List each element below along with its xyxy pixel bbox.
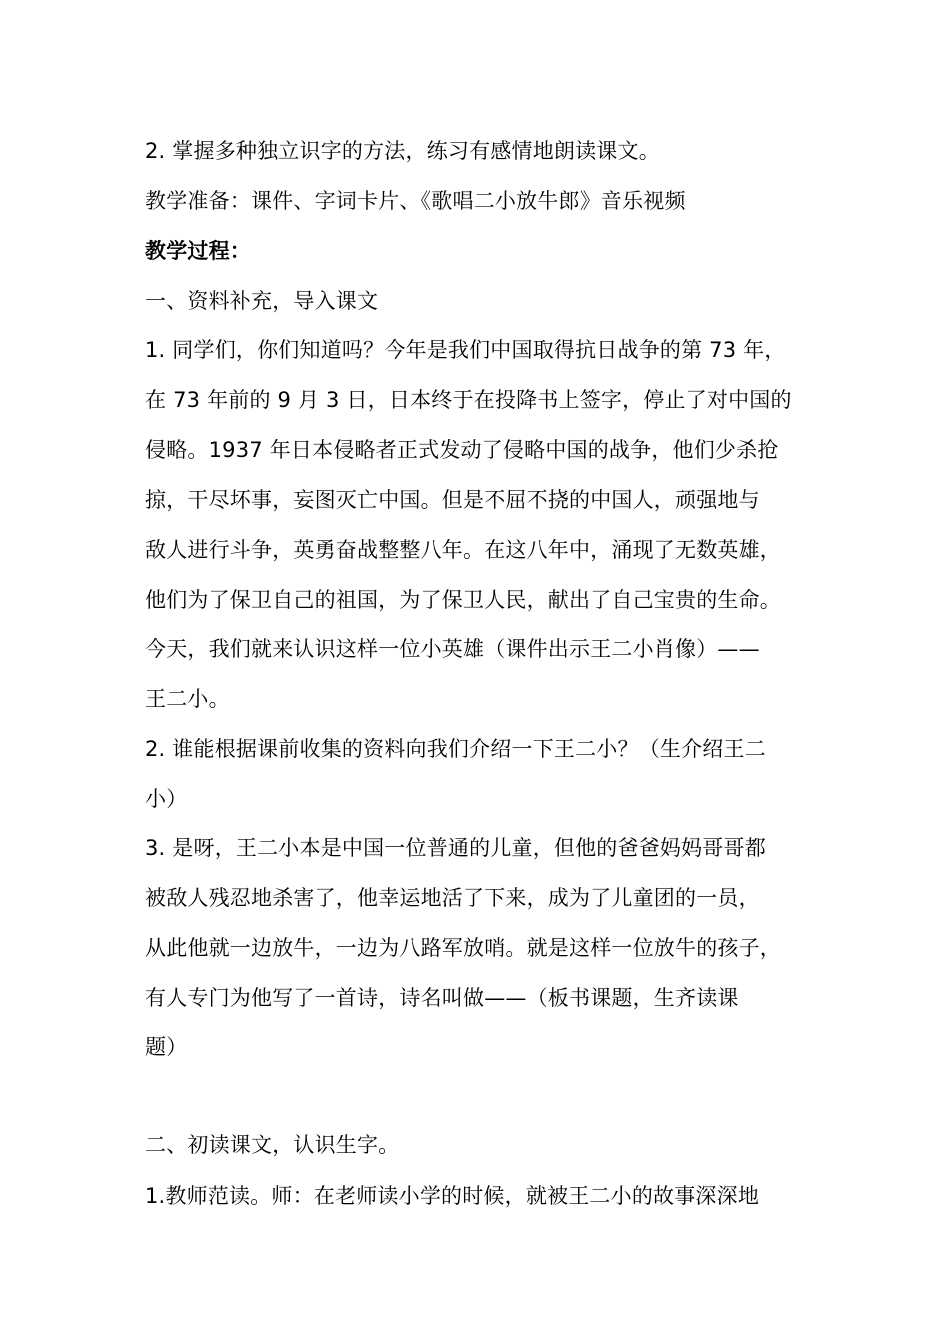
teaching-process-heading: 教学过程： bbox=[145, 239, 251, 263]
section-heading-2: 二、初读课文，认识生字。 bbox=[145, 1133, 400, 1157]
paragraph-line: 今天，我们就来认识这样一位小英雄（课件出示王二小肖像）—— bbox=[145, 637, 760, 661]
paragraph-line: 被敌人残忍地杀害了，他幸运地活了下来，成为了儿童团的一员， bbox=[145, 886, 760, 910]
paragraph-line: 侵略。1937 年日本侵略者正式发动了侵略中国的战争，他们少杀抢 bbox=[145, 438, 779, 462]
paragraph-line: 1. 同学们，你们知道吗？今年是我们中国取得抗日战争的第 73 年， bbox=[145, 338, 786, 362]
section-heading-1: 一、资料补充，导入课文 bbox=[145, 289, 379, 313]
paragraph-line: 掠，干尽坏事，妄图灭亡中国。但是不屈不挠的中国人，顽强地与 bbox=[145, 488, 760, 512]
paragraph-line: 敌人进行斗争，英勇奋战整整八年。在这八年中，涌现了无数英雄， bbox=[145, 538, 781, 562]
paragraph-line: 2. 谁能根据课前收集的资料向我们介绍一下王二小？（生介绍王二 bbox=[145, 737, 766, 761]
paragraph-line: 题） bbox=[145, 1035, 188, 1059]
paragraph-line: 他们为了保卫自己的祖国，为了保卫人民，献出了自己宝贵的生命。 bbox=[145, 588, 781, 612]
paragraph-line: 王二小。 bbox=[145, 687, 230, 711]
objective-line-2: 2. 掌握多种独立识字的方法，练习有感情地朗读课文。 bbox=[145, 139, 660, 163]
paragraph-line: 在 73 年前的 9 月 3 日，日本终于在投降书上签字，停止了对中国的 bbox=[145, 388, 792, 412]
paragraph-line: 1.教师范读。师：在老师读小学的时候，就被王二小的故事深深地 bbox=[145, 1184, 760, 1208]
paragraph-line: 有人专门为他写了一首诗，诗名叫做——（板书课题，生齐读课 bbox=[145, 986, 739, 1010]
teaching-prep-line: 教学准备：课件、字词卡片、《歌唱二小放牛郎》音乐视频 bbox=[145, 189, 686, 213]
paragraph-line: 3. 是呀，王二小本是中国一位普通的儿童，但他的爸爸妈妈哥哥都 bbox=[145, 836, 766, 860]
paragraph-line: 从此他就一边放牛，一边为八路军放哨。就是这样一位放牛的孩子， bbox=[145, 936, 781, 960]
paragraph-line: 小） bbox=[145, 787, 188, 811]
